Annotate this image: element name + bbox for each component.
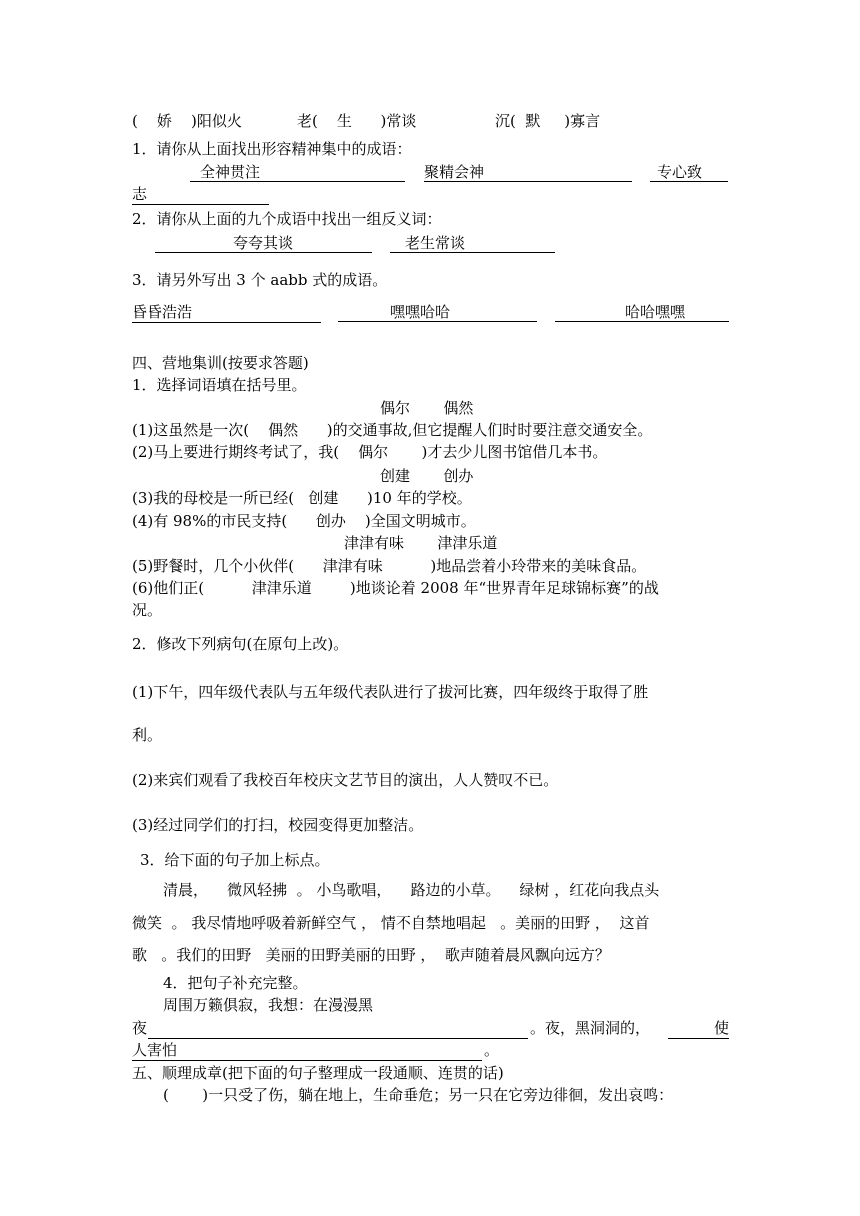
q1-answer-1: 全神贯注 xyxy=(190,162,405,182)
sentence-1: (1)这虽然是一次( 偶然 )的交通事故,但它提醒人们时时要注意交通安全。 xyxy=(132,421,653,439)
word-choice-3: 津津有味 津津乐道 xyxy=(344,534,498,552)
q3-prompt: 3．请另外写出 3 个 aabb 式的成语。 xyxy=(132,271,388,289)
q1-answer-3a: 专心致 xyxy=(650,162,728,182)
complete-blank-2: 使 xyxy=(668,1018,729,1039)
complete-blank-3: 人害怕 xyxy=(132,1040,482,1061)
q1-prompt: 1．请你从上面找出形容精神集中的成语： xyxy=(132,140,412,158)
idiom-mo: 沉( 默 )寡言 xyxy=(495,112,601,130)
q2-answer-2: 老生常谈 xyxy=(390,233,555,253)
section4-sub4: 4．把句子补充完整。 xyxy=(163,974,308,992)
idiom-sheng: 老( 生 )常谈 xyxy=(297,112,417,130)
punct-line-2: 微笑 。 我尽情地呼吸着新鲜空气 ， 情不自禁地唱起 。美丽的田野 ， 这首 xyxy=(132,914,650,932)
bad-sentence-1a: (1)下午，四年级代表队与五年级代表队进行了拔河比赛，四年级终于取得了胜 xyxy=(132,683,649,701)
sentence-3: (3)我的母校是一所已经( 创建 )10 年的学校。 xyxy=(132,489,472,507)
word-choice-1: 偶尔 偶然 xyxy=(380,399,474,417)
section4-sub1: 1．选择词语填在括号里。 xyxy=(132,376,307,394)
section4-sub3: 3．给下面的句子加上标点。 xyxy=(140,851,330,869)
complete-line-3-end: 。 xyxy=(484,1041,500,1059)
sentence-2: (2)马上要进行期终考试了，我( 偶尔 )才去少儿图书馆借几本书。 xyxy=(132,443,608,461)
complete-line-2-mid: 。夜，黑洞洞的， xyxy=(530,1019,651,1037)
q2-answer-1: 夸夸其谈 xyxy=(155,233,372,253)
section5-title: 五、顺理成章(把下面的句子整理成一段通顺、连贯的话) xyxy=(132,1064,504,1082)
bad-sentence-3: (3)经过同学们的打扫，校园变得更加整洁。 xyxy=(132,816,424,834)
idiom-jiao: ( 娇 )阳似火 xyxy=(132,112,242,130)
q3-answer-2: 嘿嘿哈哈 xyxy=(338,302,537,322)
punct-line-1: 清晨， 微风轻拂 。 小鸟歌唱， 路边的小草。 绿树 ，红花向我点头 xyxy=(163,881,660,899)
punct-line-3: 歌 。我们的田野 美丽的田野美丽的田野 ， 歌声随着晨风飘向远方？ xyxy=(132,946,610,964)
complete-line-1: 周围万籁俱寂，我想：在漫漫黑 xyxy=(163,996,374,1014)
q3-answer-3: 哈哈嘿嘿 xyxy=(555,302,729,322)
bad-sentence-2: (2)来宾们观看了我校百年校庆文艺节目的演出，人人赞叹不已。 xyxy=(132,771,559,789)
complete-line-2-start: 夜 xyxy=(132,1019,148,1037)
word-choice-2: 创建 创办 xyxy=(380,467,474,485)
section4-title: 四、营地集训(按要求答题) xyxy=(132,354,309,372)
section4-sub2: 2．修改下列病句(在原句上改)。 xyxy=(132,635,349,653)
sentence-6a: (6)他们正( 津津乐道 )地谈论着 2008 年“世界青年足球锦标赛”的战 xyxy=(132,579,659,597)
sentence-4: (4)有 98%的市民支持( 创办 )全国文明城市。 xyxy=(132,512,476,530)
sentence-6b: 况。 xyxy=(132,601,163,619)
q2-prompt: 2．请你从上面的九个成语中找出一组反义词： xyxy=(132,210,442,228)
q1-answer-3b: 志 xyxy=(132,184,269,205)
q1-answer-2: 聚精会神 xyxy=(424,162,632,182)
section5-line-1: ( )一只受了伤，躺在地上，生命垂危；另一只在它旁边徘徊，发出哀鸣： xyxy=(163,1086,674,1104)
q3-answer-1: 昏昏浩浩 xyxy=(132,302,321,323)
sentence-5: (5)野餐时，几个小伙伴( 津津有味 )地品尝着小玲带来的美味食品。 xyxy=(132,557,647,575)
bad-sentence-1b: 利。 xyxy=(132,726,163,744)
complete-blank-1 xyxy=(148,1018,528,1039)
